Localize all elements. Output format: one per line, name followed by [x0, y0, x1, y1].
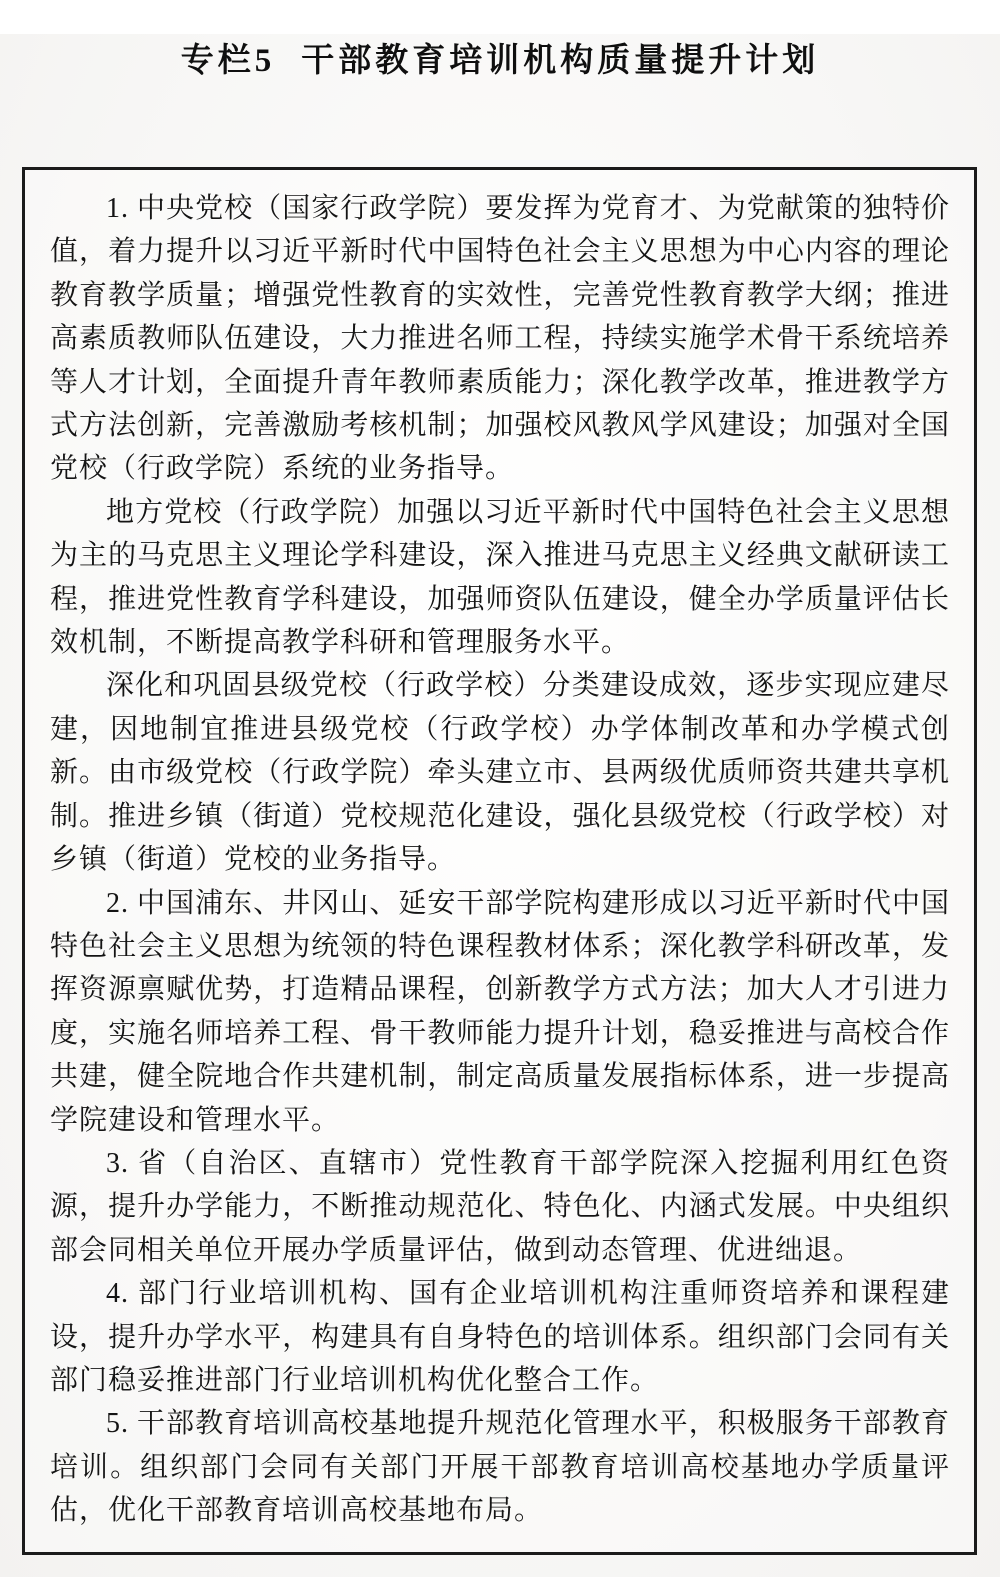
page-title	[0, 34, 1000, 81]
paragraph-1-central-party-school: 1. 中央党校（国家行政学院）要发挥为党育才、为党献策的独特价值，着力提升以习近平新时代中国特色社会主义思想为中心内容的理论教育教学质量；增强党性教育的实效性，完善党性教育教学大纲；推进高素质教师队伍建设，大力推进名师工程，持续实施学术骨干系统培养等人才计划，全面提升青年教师素质能力；深化教学改革，推进教学方式方法创新，完善激励考核机制；加强校风教风学风建设；加强对全国党校（行政学院）系统的业务指导。	[50, 193, 950, 485]
page-title-text: 干部教育培训机构质量提升计划	[301, 43, 820, 79]
paragraph-3-county-party-schools: 深化和巩固县级党校（行政学校）分类建设成效，逐步实现应建尽建，因地制宜推进县级党校（行政学校）办学体制改革和办学模式创新。由市级党校（行政学院）牵头建立市、县两级优质师资共建共享机制。推进乡镇（街道）党校规范化建设，强化县级党校（行政学校）对乡镇（街道）党校的业务指导。	[50, 670, 950, 876]
content-box	[22, 167, 977, 1555]
paragraph-7-university-training-bases: 5. 干部教育培训高校基地提升规范化管理水平，积极服务干部教育培训。组织部门会同有关部门开展干部教育培训高校基地办学质量评估，优化干部教育培训高校基地布局。	[50, 1408, 950, 1527]
page-title-prefix: 专栏5	[180, 43, 276, 79]
paragraph-6-sector-training-institutions: 4. 部门行业培训机构、国有企业培训机构注重师资培养和课程建设，提升办学水平，构建具有自身特色的培训体系。组织部门会同有关部门稳妥推进部门行业培训机构优化整合工作。	[50, 1278, 950, 1396]
paragraph-2-local-party-schools: 地方党校（行政学院）加强以习近平新时代中国特色社会主义思想为主的马克思主义理论学科建设，深入推进马克思主义经典文献研读工程，推进党性教育学科建设，加强师资队伍建设，健全办学质量评估长效机制，不断提高教学科研和管理服务水平。	[50, 496, 950, 659]
paragraph-5-provincial-academies: 3. 省（自治区、直辖市）党性教育干部学院深入挖掘利用红色资源，提升办学能力，不断推动规范化、特色化、内涵式发展。中央组织部会同相关单位开展办学质量评估，做到动态管理、优进绌退。	[50, 1147, 950, 1266]
paragraph-4-cadre-academies: 2. 中国浦东、井冈山、延安干部学院构建形成以习近平新时代中国特色社会主义思想为统领的特色课程教材体系；深化教学科研改革，发挥资源禀赋优势，打造精品课程，创新教学方式方法；加大人才引进力度，实施名师培养工程、骨干教师能力提升计划，稳妥推进与高校合作共建，健全院地合作共建机制，制定高质量发展指标体系，进一步提高学院建设和管理水平。	[50, 887, 950, 1136]
